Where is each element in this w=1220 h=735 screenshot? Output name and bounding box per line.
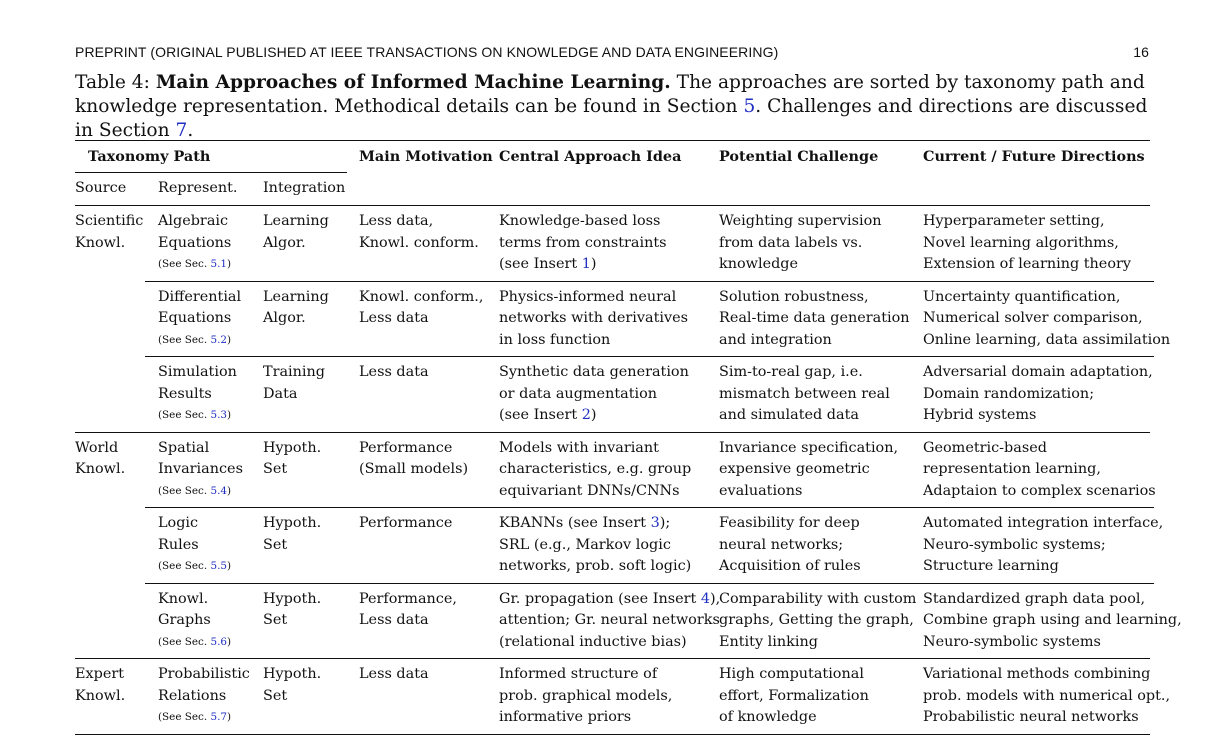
represent-cell-line: Knowl. (158, 590, 209, 607)
approach-idea-cell-line: networks, prob. soft logic) (499, 558, 692, 574)
caption-text-2: . Challenges and directions are discussed in Section (75, 96, 1148, 141)
represent-cell-line: Rules (158, 536, 199, 553)
directions-cell (923, 513, 1163, 578)
approach-idea-cell-line: characteristics, e.g. group (499, 461, 692, 477)
directions-cell-line: Numerical solver comparison, (923, 310, 1143, 326)
approach-idea-cell-line: prob. graphical models, (499, 687, 673, 704)
source-cell-line: Scientific (75, 213, 144, 229)
challenge-cell (719, 438, 898, 503)
group-rule (75, 734, 1150, 735)
motivation-cell-line: Performance (359, 439, 453, 456)
motivation-cell-line: (Small models) (359, 461, 469, 477)
represent-cell-line: Probabilistic (158, 666, 250, 682)
row-rule (145, 583, 1154, 584)
approach-idea-cell-line: SRL (e.g., Markov logic (499, 536, 671, 553)
integration-cell-line: Set (263, 687, 288, 704)
directions-cell-line: prob. models with numerical opt., (923, 687, 1171, 704)
integration-cell-line: Hypoth. (263, 590, 322, 607)
challenge-cell-line: evaluations (719, 482, 803, 499)
challenge-cell-line: knowledge (719, 256, 799, 272)
integration-cell-line: Learning (263, 288, 329, 305)
motivation-cell-line: Less data (359, 310, 429, 326)
challenge-cell-line: graphs, Getting the graph, (719, 612, 914, 628)
integration-cell (263, 211, 329, 254)
header-bottom-rule (75, 205, 1150, 206)
directions-cell-line: Combine graph using and learning, (923, 612, 1182, 628)
directions-cell-line: Probabilistic neural networks (923, 709, 1139, 725)
header-directions: Current / Future Directions (923, 148, 1145, 165)
integration-cell (263, 438, 321, 481)
section-ref: (See Sec. 5.5) (158, 560, 232, 572)
header-central-approach: Central Approach Idea (499, 148, 682, 165)
insert-link[interactable]: 4 (700, 590, 711, 607)
directions-cell-line: Automated integration interface, (923, 515, 1164, 531)
insert-link[interactable]: 1 (581, 256, 591, 272)
challenge-cell-line: Solution robustness, (719, 288, 869, 305)
challenge-cell-line: Feasibility for deep (719, 515, 860, 531)
source-cell (75, 438, 125, 481)
directions-cell-line: Neuro-symbolic systems; (923, 536, 1106, 553)
integration-cell-line: Hypoth. (263, 515, 322, 531)
represent-cell-line: Graphs (158, 612, 211, 628)
source-cell-line: Knowl. (75, 461, 126, 477)
represent-cell-line: Algebraic (158, 213, 229, 229)
insert-link[interactable]: 2 (581, 407, 591, 423)
directions-cell-line: Online learning, data assimilation (923, 331, 1171, 348)
section-ref: (See Sec. 5.2) (158, 333, 232, 346)
motivation-cell-line: Knowl. conform., (359, 288, 484, 305)
group-rule (75, 658, 1150, 659)
row-rule (145, 507, 1154, 508)
motivation-cell (359, 664, 429, 686)
directions-cell-line: Adversarial domain adaptation, (923, 364, 1153, 380)
directions-cell-line: representation learning, (923, 461, 1101, 477)
taxonomy-rule (75, 172, 347, 173)
directions-cell-line: Novel learning algorithms, (923, 234, 1119, 251)
section-ref-link[interactable]: 5.6 (210, 635, 227, 648)
approach-idea-cell-line: Informed structure of (499, 666, 658, 682)
represent-cell (158, 287, 241, 330)
section-ref: (See Sec. 5.6) (158, 635, 232, 648)
approach-idea-cell-line: in loss function (499, 331, 611, 348)
insert-link[interactable]: 3 (650, 515, 660, 531)
challenge-cell (719, 513, 861, 578)
challenge-cell-line: Weighting supervision (719, 213, 882, 229)
section-ref-link[interactable]: 5.4 (210, 484, 227, 497)
source-cell-line: Expert (75, 666, 125, 682)
motivation-cell-line: Less data (359, 612, 429, 628)
challenge-cell-line: from data labels vs. (719, 234, 863, 251)
challenge-cell-line: High computational (719, 666, 864, 682)
motivation-cell-line: Less data, (359, 213, 434, 229)
integration-cell (263, 589, 321, 632)
integration-cell-line: Hypoth. (263, 439, 322, 456)
section-ref: (See Sec. 5.7) (158, 711, 232, 723)
represent-cell (158, 513, 199, 556)
motivation-cell (359, 287, 483, 330)
directions-cell-line: Neuro-symbolic systems (923, 633, 1101, 650)
approach-idea-cell (499, 664, 672, 729)
source-cell (75, 211, 143, 254)
represent-cell-line: Simulation (158, 364, 237, 380)
challenge-cell-line: effort, Formalization (719, 687, 869, 704)
section-ref: (See Sec. 5.3) (158, 409, 232, 421)
directions-cell (923, 438, 1156, 503)
challenge-cell-line: Sim-to-real gap, i.e. (719, 364, 863, 380)
approach-idea-cell-line: Physics-informed neural (499, 288, 677, 305)
table-caption (75, 71, 1155, 143)
directions-cell-line: Uncertainty quantification, (923, 288, 1121, 305)
represent-cell (158, 438, 243, 481)
header-source: Source (75, 180, 127, 196)
header-taxonomy-path: Taxonomy Path (88, 148, 211, 165)
approach-idea-cell-line: terms from constraints (499, 234, 667, 251)
directions-cell-line: Adaptaion to complex scenarios (923, 482, 1156, 499)
challenge-cell-line: neural networks; (719, 536, 844, 553)
approach-idea-cell-line: KBANNs (see Insert 3); (499, 515, 671, 531)
caption-text-1: The approaches are sorted by taxonomy path and knowledge representation. Methodical details can be found in Section (75, 72, 1145, 117)
header-represent: Represent. (158, 180, 238, 196)
page-number: 16 (1133, 44, 1149, 60)
approach-idea-cell (499, 287, 688, 352)
section-ref-link[interactable]: 5.1 (210, 258, 227, 270)
represent-cell-line: Spatial (158, 439, 210, 456)
challenge-cell-line: and simulated data (719, 407, 859, 423)
represent-cell (158, 589, 211, 632)
directions-cell (923, 211, 1131, 276)
approach-idea-cell-line: networks with derivatives (499, 310, 688, 326)
represent-cell-line: Logic (158, 515, 199, 531)
integration-cell-line: Algor. (263, 310, 306, 326)
section-5-link[interactable]: 5 (743, 96, 756, 117)
motivation-cell (359, 513, 452, 535)
represent-cell-line: Invariances (158, 461, 243, 477)
source-cell (75, 664, 125, 707)
section-ref: (See Sec. 5.4) (158, 484, 232, 497)
integration-cell-line: Hypoth. (263, 666, 322, 682)
directions-cell-line: Geometric-based (923, 439, 1047, 456)
approach-idea-cell (499, 362, 689, 427)
represent-cell-line: Differential (158, 288, 242, 305)
section-ref: (See Sec. 5.1) (158, 258, 232, 270)
section-7-link[interactable]: 7 (175, 120, 188, 141)
directions-cell-line: Hybrid systems (923, 407, 1037, 423)
challenge-cell-line: Comparability with custom (719, 590, 917, 607)
represent-cell (158, 211, 231, 254)
approach-idea-cell-line: Models with invariant (499, 439, 659, 456)
approach-idea-cell (499, 513, 691, 578)
approach-idea-cell-line: equivariant DNNs/CNNs (499, 482, 680, 499)
approach-idea-cell-line: (see Insert 1) (499, 256, 597, 272)
directions-cell (923, 287, 1170, 352)
section-ref-link[interactable]: 5.2 (210, 333, 227, 346)
integration-cell-line: Set (263, 536, 288, 553)
approach-idea-cell-line: Knowledge-based loss (499, 213, 661, 229)
header-main-motivation: Main Motivation (359, 148, 493, 165)
challenge-cell-line: and integration (719, 331, 832, 348)
approach-idea-cell-line: (see Insert 2) (499, 407, 597, 423)
directions-cell-line: Structure learning (923, 558, 1059, 574)
section-ref-link[interactable]: 5.7 (210, 711, 227, 723)
directions-cell-line: Standardized graph data pool, (923, 590, 1146, 607)
approach-idea-cell-line: (relational inductive bias) (499, 633, 687, 650)
integration-cell-line: Set (263, 461, 288, 477)
motivation-cell (359, 211, 479, 254)
approach-idea-cell-line: informative priors (499, 709, 632, 725)
approach-idea-cell (499, 589, 720, 654)
running-header (75, 44, 1149, 60)
section-ref-link[interactable]: 5.5 (210, 560, 227, 572)
represent-cell-line: Equations (158, 310, 232, 326)
integration-cell-line: Training (263, 364, 326, 380)
top-rule (75, 140, 1150, 141)
caption-title: Main Approaches of Informed Machine Learning. (155, 72, 671, 93)
approach-idea-cell-line: Gr. propagation (see Insert 4), (499, 590, 721, 607)
group-rule (75, 432, 1150, 433)
directions-cell (923, 589, 1182, 654)
challenge-cell (719, 664, 869, 729)
directions-cell-line: Variational methods combining (923, 666, 1151, 682)
motivation-cell (359, 438, 468, 481)
integration-cell (263, 513, 321, 556)
challenge-cell-line: Acquisition of rules (719, 558, 861, 574)
challenge-cell-line: Real-time data generation (719, 310, 910, 326)
section-ref-link[interactable]: 5.3 (210, 409, 227, 421)
directions-cell-line: Domain randomization; (923, 385, 1095, 402)
challenge-cell-line: expensive geometric (719, 461, 870, 477)
approach-idea-cell-line: attention; Gr. neural networks (499, 612, 720, 628)
motivation-cell (359, 589, 457, 632)
challenge-cell (719, 287, 910, 352)
represent-cell-line: Relations (158, 687, 227, 704)
motivation-cell (359, 362, 429, 384)
source-cell-line: World (75, 439, 119, 456)
challenge-cell-line: Entity linking (719, 633, 818, 650)
approach-idea-cell-line: or data augmentation (499, 385, 658, 402)
challenge-cell-line: mismatch between real (719, 385, 890, 402)
represent-cell-line: Equations (158, 234, 232, 251)
represent-cell (158, 362, 237, 405)
challenge-cell-line: Invariance specification, (719, 439, 899, 456)
source-cell-line: Knowl. (75, 234, 126, 251)
integration-cell-line: Algor. (263, 234, 306, 251)
integration-cell-line: Set (263, 612, 288, 628)
motivation-cell-line: Less data (359, 666, 429, 682)
directions-cell (923, 664, 1170, 729)
integration-cell (263, 287, 329, 330)
integration-cell (263, 362, 325, 405)
approach-idea-cell-line: Synthetic data generation (499, 364, 689, 380)
directions-cell (923, 362, 1153, 427)
challenge-cell (719, 362, 890, 427)
motivation-cell-line: Performance, (359, 590, 457, 607)
integration-cell (263, 664, 321, 707)
approach-idea-cell (499, 211, 667, 276)
integration-cell-line: Learning (263, 213, 329, 229)
source-cell-line: Knowl. (75, 687, 126, 704)
challenge-cell (719, 211, 882, 276)
challenge-cell (719, 589, 916, 654)
caption-label: Table 4: (75, 72, 150, 93)
directions-cell-line: Extension of learning theory (923, 256, 1131, 272)
integration-cell-line: Data (263, 385, 298, 402)
row-rule (145, 356, 1154, 357)
header-integration: Integration (263, 180, 346, 196)
header-potential-challenge: Potential Challenge (719, 148, 879, 165)
challenge-cell-line: of knowledge (719, 709, 817, 725)
represent-cell-line: Results (158, 385, 212, 402)
motivation-cell-line: Knowl. conform. (359, 234, 479, 251)
journal-line: PREPRINT (ORIGINAL PUBLISHED AT IEEE TRANSACTIONS ON KNOWLEDGE AND DATA ENGINEERING) (75, 44, 779, 60)
motivation-cell-line: Less data (359, 364, 429, 380)
approach-idea-cell (499, 438, 691, 503)
directions-cell-line: Hyperparameter setting, (923, 213, 1105, 229)
motivation-cell-line: Performance (359, 515, 453, 531)
caption-text-3: . (187, 120, 194, 141)
represent-cell (158, 664, 250, 707)
row-rule (145, 281, 1154, 282)
